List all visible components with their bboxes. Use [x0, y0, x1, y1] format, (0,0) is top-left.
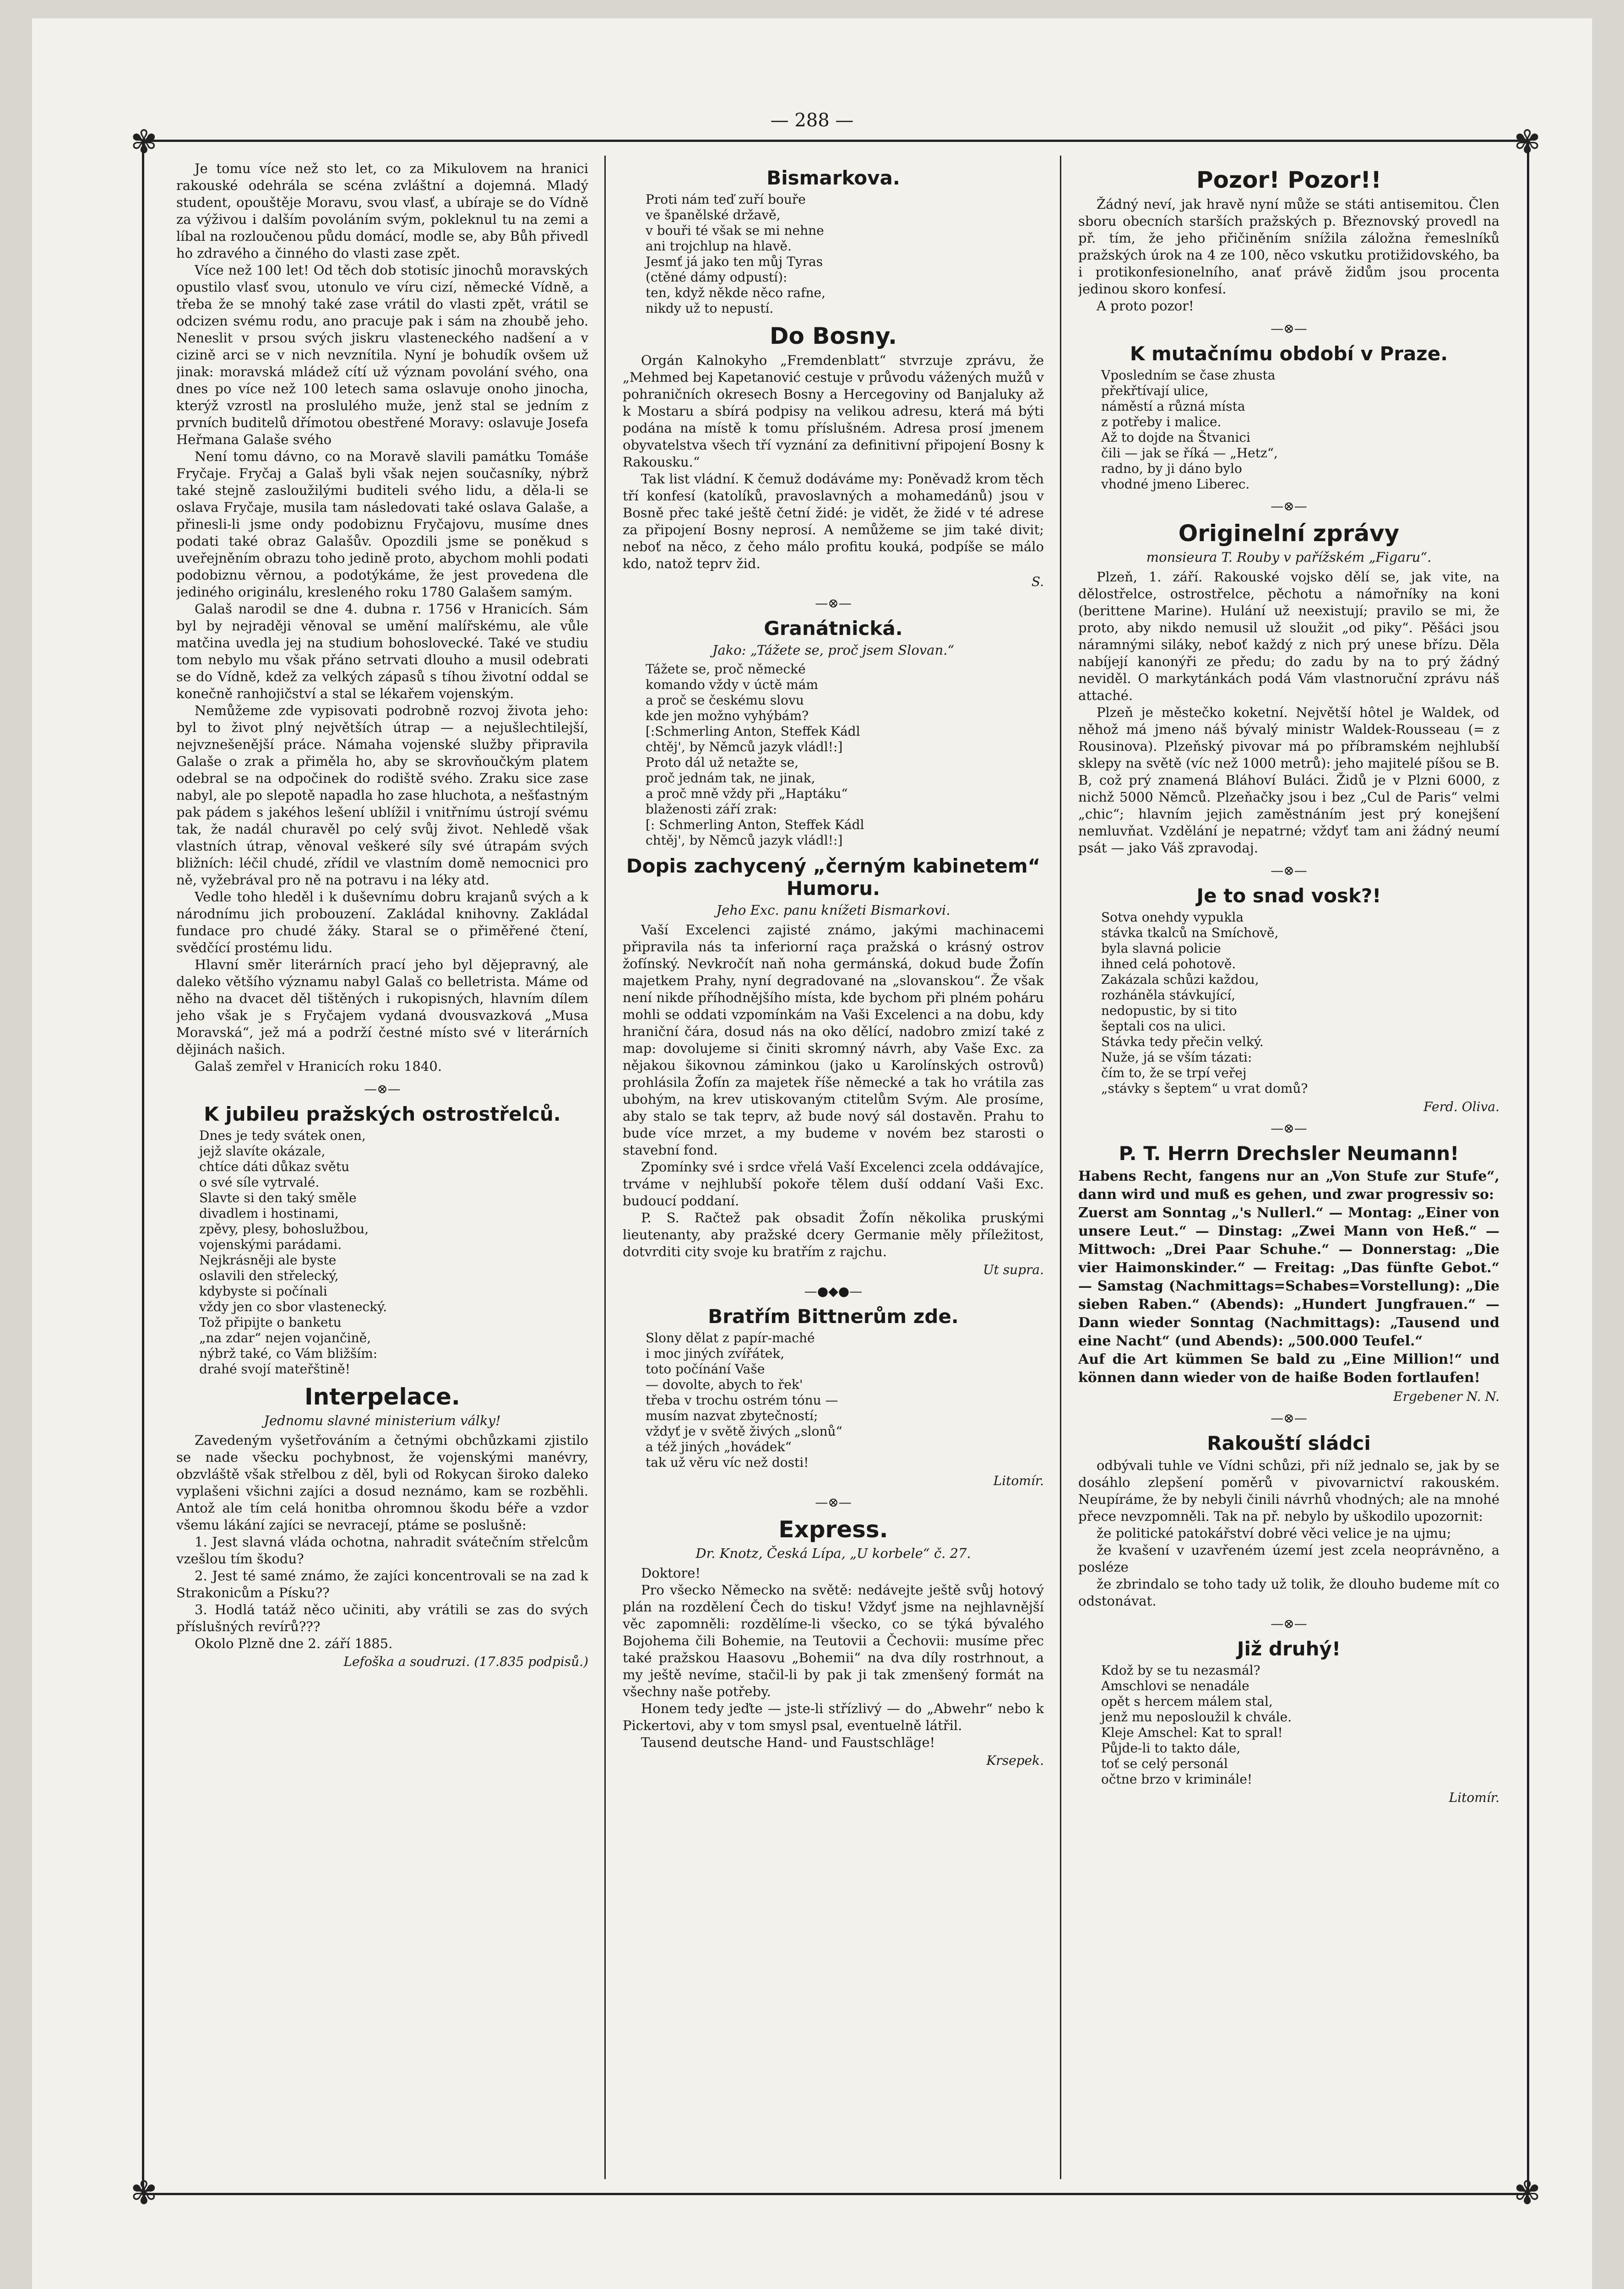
paragraph: Žádný neví, jak hravě nyní může se státi antisemitou. Člen sboru obecních starších pražských p. Březnovský provedl na př. tím, že jeho přičiněním snížila záložna řemeslníků pražských úrok na 4 ze 100, něco vskutku protižidovského, ba i protikonfesionelního, anať právě židům jsou procenta jedinou skoro konfesí.: [1078, 196, 1499, 297]
heading-druhy: Již druhý!: [1237, 1638, 1341, 1660]
heading-interpelace: Interpelace.: [304, 1383, 460, 1410]
heading-mutace: K mutačnímu období v Praze.: [1130, 342, 1448, 365]
heading-granat: Granátnická.: [764, 617, 903, 640]
paragraph: Galaš zemřel v Hranicích roku 1840.: [195, 1058, 442, 1074]
heading-sladci: Rakouští sládci: [1207, 1432, 1371, 1454]
paragraph: Pro všecko Německo na světě: nedávejte ještě svůj hotový plán na rozdělení Čech do tisku! Vždyť jsme na nejhlavnější věc zapomněli: rozdělíme-li všecko, co se týká bývalého Bojohema čili Bohemie, na Teutovii a Čechovii: musíme přec také pražskou Haasovu „Bohemii“ na dva díly rostrhnout, a my ještě nevíme, stačil-li by pak ji tak zmenšený formát na všechny naše potřeby.: [623, 1582, 1044, 1699]
paragraph: Plzeň, 1. září. Rakouské vojsko dělí se, jak vite, na dělostřelce, ostrostřelce, pěchotu a námořníky na koni (berittene Marine). Hulání už neexistují; pravilo se mi, že proto, aby nikdo nemusil už sloužit „od piky“. Pěšáci jsou náramnými siláky, neboť každý z nich prý unese břízu. Děla nabíjejí kanonýři ze předu; do zadu by na to prý žádný neviděl. O markytánkách podá Vám vlastnoruční zprávu náš attaché.: [1078, 569, 1499, 703]
signature: Ergebener N. N.: [1393, 1389, 1499, 1404]
paragraph: Honem tedy jeďte — jste-li střízlivý — do „Abwehr“ nebo k Pickertovi, aby v tom smysl psal, eventuelně látřil.: [623, 1701, 1044, 1733]
paragraph: Plzeň je městečko koketní. Největší hôtel je Waldek, od něhož má jmeno náš bývalý ministr Waldek-Rousseau (= z Rousinova). Plzeňský pivovar má po příbramském nejhlubší sklepy na světě (víc než 1000 metrů): jeho majitelé píšou se B. B, což prý znamená Bláhoví Buláci. Židů je v Plzni 6000, z nichž 5000 Němců. Plzeňačky jsou i bez „Cul de Paris“ velmi „chic“; hlavním jejich zaměstnáním jest prý konejšení nemluvňat. Vzdělání je nepatrné; vždyť tam ani žádný neumí psát — jako Váš zpravodaj.: [1078, 705, 1499, 856]
subheading-orig: monsieura T. Rouby v pařížském „Figaru“.: [1146, 549, 1432, 565]
separator-ornament-icon: —⊗—: [1271, 863, 1307, 878]
poem-druhy: Kdož by se tu nezasmál? Amschlovi se nenadále opět s hercem málem stal, jenž mu neposloužil k chvále. Kleje Amschel: Kat to spral! Půjde-li to takto dále, toť se celý personál očtne brzo v kriminále!: [1101, 1663, 1292, 1787]
paragraph: Zpomínky své i srdce vřelá Vaší Excelenci zcela oddávajíce, trváme v nejhlubší pokoře tělem duší oddaní Vaši Exc. budoucí poddaní.: [623, 1159, 1044, 1209]
poem-jubileum: Dnes je tedy svátek onen, jejž slavíte okázale, chtíce dáti důkaz světu o své síle vytrvalé. Slavte si den taký směle divadlem i hostinami, zpěvy, plesy, bohoslužbou, vojenskými parádami. Nejkrásněji ale byste oslavili den střelecký, kdybyste si počínali vždy jen co sbor vlastenecký. Tož připijte o banketu „na zdar“ nejen vojančině, nýbrž také, co Vám bližším: drahé svojí mateřštině!: [199, 1128, 387, 1377]
column-rule: [604, 156, 606, 2179]
heading-bittner: Bratřím Bittnerům zde.: [708, 1305, 959, 1328]
paragraph: Více než 100 let! Od těch dob stotisíc jinochů moravských opustilo vlasť svou, utonulo ve víru cizí, německé Vídně, a třeba že se mnohý také zase vrátil do vlasti zpět, vrátil se odcizen svému rodu, ano pracuje pak i sám na zhoubě jeho. Neneslit v prsou svých jiskru vlasteneckého nadšení a v cizině arci se v nich nevznítila. Nyní je bohudík ovšem už jinak: moravská mládež cítí už význam povolání svého, ona dnes po více než 100 letech sama oslavuje onoho jinocha, kterýž vzrostl na proslulého muže, jenž stal se jedním z prvních buditelů dřímotou obestřené Moravy: oslavuje Josefa Heřmana Galaše svého: [176, 262, 588, 447]
heading-express: Express.: [778, 1516, 888, 1543]
separator-ornament-icon: —⊗—: [1271, 1121, 1307, 1136]
column-middle: [623, 160, 1044, 2175]
paragraph: 3. Hodlá tatáž něco učiniti, aby vrátili se zas do svých příslušných revírů???: [176, 1602, 588, 1634]
neumann-text: [1078, 1167, 1499, 1387]
subheading-dopis: Jeho Exc. panu knížeti Bismarkovi.: [716, 902, 951, 918]
paragraph: A proto pozor!: [1097, 298, 1194, 314]
content-frame: [130, 123, 1541, 2212]
signature: Lefoška a soudruzi. (17.835 podpisů.): [343, 1654, 588, 1669]
separator-ornament-icon: —⊗—: [1271, 499, 1307, 514]
paragraph: 2. Jest té samé známo, že zajíci koncentrovali se na zad k Strakonicům a Písku??: [176, 1568, 588, 1600]
signature: Ut supra.: [983, 1262, 1044, 1277]
subheading-granat: Jako: „Tážete se, proč jsem Slovan.“: [712, 642, 955, 658]
signature: Litomír.: [993, 1473, 1044, 1488]
paragraph: P. S. Račtež pak obsadit Žofín několika pruskými lieutenanty, aby pražské dcery Germanie měly příležitost, dotvrditi city svoje ku bratřím z rajchu.: [623, 1210, 1044, 1259]
corner-ornament-icon: ✾: [130, 2174, 158, 2212]
signature: Ferd. Oliva.: [1423, 1099, 1499, 1114]
paragraph: Vaší Excelenci zajisté známo, jakými machinacemi připravila nás ta inferiorní raça pražská o krásný ostrov žofínský. Nevkročít naň noha germánská, dokud bude Žofín majetkem Prahy, nyní degradované na „slovanskou“. Že však není nikde příhodnějšího místa, kde bychom při plném poháru mohli se oddati vzpomínkám na Vaši Excelenci a na dobu, kdy hraniční čára, dosud nás na oko dělící, nadobro zmizí také z map: dovolujeme si činiti skromný návrh, aby Vaše Exc. za nějakou šikovnou záminkou (jako u Karolínských ostrovů) prohlásila Žofín za majetek říše německé a tak ho vrátila zas ubohým, na krev utiskovaným ctitelům Svým. Ale prosíme, aby stalo se tak teprv, až bude nový sál dostavěn. Prahu to bude více mrzet, a my budeme v novém bez starosti o stavební fond.: [623, 922, 1044, 1158]
heading-pozor: Pozor! Pozor!!: [1196, 167, 1382, 193]
column-right: [1078, 160, 1499, 2175]
paragraph: Zuerst am Sonntag „'s Nullerl.“ — Montag: „Einer von unsere Leut.“ — Dinstag: „Zwei Mann von Heß.“ — Mittwoch: „Drei Paar Schuhe.“ — Donnerstag: „Die vier Haimonskinder.“ — Freitag: „Das fünfte Gebot.“ — Samstag (Nachmittags=Schabes=Vorstellung): „Die sieben Raben.“ (Abends): „Hundert Jungfrauen.“ — Dann wieder Sonntag (Nachmittags): „Tausend und eine Nacht“ (und Abends): „500.000 Teufel.“: [1078, 1205, 1499, 1349]
poem-bismarck: Proti nám teď zuří bouře ve španělské državě, v bouři té však se mi nehne ani trojchlup na hlavě. Jesmť já jako ten můj Tyras (ctěné dámy odpustí): ten, když někde něco rafne, nikdy už to nepustí.: [646, 192, 826, 316]
heading-bosny: Do Bosny.: [769, 323, 897, 349]
paragraph: 1. Jest slavná vláda ochotna, nahradit svátečním střelcům vzešlou tím škodu?: [176, 1534, 588, 1567]
paragraph: Habens Recht, fangens nur an „Von Stufe zur Stufe“, dann wird und muß es gehen, und zwar progressiv so:: [1078, 1168, 1499, 1203]
separator-ornament-icon: —⊗—: [364, 1081, 401, 1096]
poem-granat: Tážete se, proč německé komando vždy v úctě mám a proč se českému slovu kde jen možno vyhýbám? [:Schmerling Anton, Steffek Kádl chtěj', by Němců jazyk vládl!:] Proto dál už netažte se, proč jednám tak, ne jinak, a proč mně vždy při „Haptáku“ blaženosti září zrak: [: Schmerling Anton, Steffek Kádl chtěj', by Němců jazyk vládl!:]: [646, 662, 864, 848]
paragraph: Okolo Plzně dne 2. září 1885.: [195, 1636, 393, 1651]
separator-ornament-icon: —⊗—: [815, 1495, 852, 1510]
separator-ornament-icon: —⊗—: [1271, 1410, 1307, 1426]
heading-orig: Originelní zprávy: [1178, 520, 1400, 547]
paragraph: Orgán Kalnokyho „Fremdenblatt“ stvrzuje zprávu, že „Mehmed bej Kapetanović cestuje v průvodu vážených mužů v pohraničních okresech Bosny a Hercegoviny od Banjaluky až k Mostaru a sbírá podpisy na velikou adresu, která má býti podána na místě k tomu příslušném. Adresa prosí jmenem obyvatelstva všech tří vyznání za definitivní připojení Bosny k Rakousku.“: [623, 353, 1044, 470]
paragraph: Nemůžeme zde vypisovati podrobně rozvoj života jeho: byl to život plný největších útrap — a nejušlechtilejší, nejvznešenější práce. Námaha vojenské služby připravila Galaše o zrak a přiměla ho, aby se skrovňoučkým platem odebral se na odpočinek do rodiště svého. Zraku sice zase nabyl, ale po slepotě napadla ho zase hluchota, a nešťastným pak pádem s jakéhos lešení ublížil i vnitřnímu ústrojí svému tak, že nadál churavěl po celý svůj život. Nehledě však vlastních útrap, věnoval veškeré síly své útrapám svých bližních: léčil chudé, zřídil ve vlastním domě nemocnici pro ně, vyžebrával pro ně na potravu i na léky atd.: [176, 703, 588, 888]
paragraph: že kvašení v uzavřeném území jest zcela neoprávněno, a posléze: [1078, 1542, 1499, 1575]
paragraph: že politické patokářství dobré věci velice je na ujmu;: [1097, 1525, 1451, 1541]
paragraph: odbývali tuhle ve Vídni schůzi, při níž jednalo se, jak by se dosáhlo zlepšení poměrů v pivovarnictví rakouském. Neupíráme, že by nebyli činili návrhů vhodných; ale na mnohé přece nevzpomněli. Tak na př. nebylo by uškodilo upozornit:: [1078, 1458, 1499, 1524]
corner-ornament-icon: ✾: [1514, 2174, 1541, 2212]
heading-vosk: Je to snad vosk?!: [1196, 884, 1381, 907]
heading-dopis: Dopis zachycený „černým kabinetem“ Humoru.: [626, 855, 1041, 900]
paragraph: Auf die Art kümmen Se bald zu „Eine Million!“ und können dann wieder von de haiße Boden fortlaufen!: [1078, 1351, 1499, 1386]
poem-bittner: Slony dělat z papír-maché i moc jiných zvířátek, toto počínání Vaše — dovolte, abych to řek' třeba v trochu ostrém tónu — musím nazvat zbytečností; vždyť je v světě živých „slonů“ a též jiných „hovádek“ tak už věru víc než dosti!: [646, 1330, 842, 1470]
poem-vosk: Sotva onehdy vypukla stávka tkalců na Smíchově, byla slavná policie ihned celá pohotově. Zakázala schůzi každou, rozháněla stávkující, nedopustic, by si tito šeptali cos na ulici. Stávka tedy přečin velký. Nuže, já se vším tázati: čím to, že se trpí veřej „stávky s šeptem“ u vrat domů?: [1101, 910, 1308, 1096]
paragraph: že zbrindalo se toho tady už tolik, že dlouho budeme mít co odstonávat.: [1078, 1576, 1499, 1609]
separator-ornament-icon: —●◆●—: [804, 1284, 863, 1299]
paragraph: Tausend deutsche Hand- und Faustschläge!: [641, 1735, 935, 1750]
separator-ornament-icon: —⊗—: [815, 596, 852, 611]
heading-jubileum: K jubileu pražských ostrostřelců.: [204, 1103, 561, 1125]
paragraph: Vedle toho hleděl i k duševnímu dobru krajanů svých a k národnímu jich probouzení. Zakládal knihovny. Zakládal fundace pro chudé žáky. Staral se o přiměřené čtení, svědčící prostému lidu.: [176, 889, 588, 955]
paragraph: Galaš narodil se dne 4. dubna r. 1756 v Hranicích. Sám byl by nejraději věnoval se umění malířskému, ale vůle matčina uvedla jej na studium bohoslovecké. Také ve studiu tom nebylo mu však přáno setrvati dlouho a musil odebrati se do Vídně, kdež za velkých zápasů s tíhou životní oddal se konečně ranhojičství a stal se lékařem vojenským.: [176, 601, 588, 701]
corner-ornament-icon: ✾: [130, 123, 158, 161]
paragraph: Je tomu více než sto let, co za Mikulovem na hranici rakouské odehrála se scéna zvláštní a dojemná. Mladý student, opouštěje Moravu, svou vlasť, a ubíraje se do Vídně za výživou i dalším povoláním svým, pokleknul tu na zemi a líbal na rozloučenou půdu domácí, modle se, aby Bůh přivedl ho zdravého a činného do vlasti zase zpět.: [176, 161, 588, 261]
corner-ornament-icon: ✾: [1514, 123, 1541, 161]
paragraph: Hlavní směr literárních prací jeho byl dějepravný, ale daleko většího významu nabyl Galaš co belletrista. Máme od něho na dvacet děl tištěných i rukopisných, hlavním dílem jeho však je s Fryčajem vydaná dvousvazková „Musa Moravská“, jež má a podrží čestné místo své v literárních dějinách našich.: [176, 957, 588, 1057]
paragraph: Není tomu dávno, co na Moravě slavili památku Tomáše Fryčaje. Fryčaj a Galaš byli však nejen současníky, nýbrž také stejně zasloužilými buditeli svého lidu, a děla-li se oslava Fryčaje, musila tam následovati také oslava Galaše, a přinesli-li jsme ondy podobiznu Fryčajovu, musíme dnes podati také obraz Galašův. Opozdili jsme se poněkud s uveřejněním obrazu toho jedině proto, abychom mohli podati podobiznu věrnou, a podotýkáme, že jest provedena dle jediného originálu, kresleného roku 1780 Galašem samým.: [176, 449, 588, 600]
page-number: — 288 —: [770, 110, 854, 131]
signature: Krsepek.: [986, 1753, 1044, 1768]
galas-article: [176, 160, 588, 1075]
separator-ornament-icon: —⊗—: [1271, 1616, 1307, 1631]
separator-ornament-icon: —⊗—: [1271, 321, 1307, 336]
column-rule: [1060, 156, 1061, 2179]
heading-bismarck: Bismarkova.: [766, 167, 900, 189]
signature: S.: [1031, 574, 1044, 589]
paragraph: Zavedeným vyšetřováním a četnými obchůzkami zjistilo se nade všecku pochybnost, že vojenskými manévry, obzvláště však střelbou z děl, byli od Rokycan široko daleko vyplašeni všichni zajíci a dosud neznámo, kam se rozběhli. Antož ale tím celá honitba ohromnou škodu béře a vzdor všemu lákání zajíci se nevracejí, ptáme se poslušně:: [176, 1432, 588, 1533]
column-left: [176, 160, 588, 2175]
paragraph: Tak list vládní. K čemuž dodáváme my: Poněvadž krom těch tří konfesí (katolíků, pravoslavných a mohamedánů) jsou v Bosně přec také ještě četní židé: je vidět, že židé v té adrese za připojení Bosny neprosí. A nemůžeme se jim také divit; neboť na něco, z čeho málo profitu kouká, podpíše se málo kdo, natož teprv žid.: [623, 471, 1044, 571]
signature: Litomír.: [1449, 1790, 1499, 1805]
poem-mutace: Vposledním se čase zhusta překřtívají ulice, náměstí a různá místa z potřeby i malice. Až to dojde na Štvanici čili — jak se říká — „Hetz“, radno, by ji dáno bylo vhodné jmeno Liberec.: [1101, 368, 1278, 492]
subheading-interpelace: Jednomu slavné ministerium války!: [264, 1413, 501, 1428]
heading-neumann: P. T. Herrn Drechsler Neumann!: [1119, 1142, 1459, 1165]
subheading-express: Dr. Knotz, Česká Lípa, „U korbele“ č. 27.: [695, 1546, 971, 1561]
paragraph: Doktore!: [641, 1565, 701, 1581]
